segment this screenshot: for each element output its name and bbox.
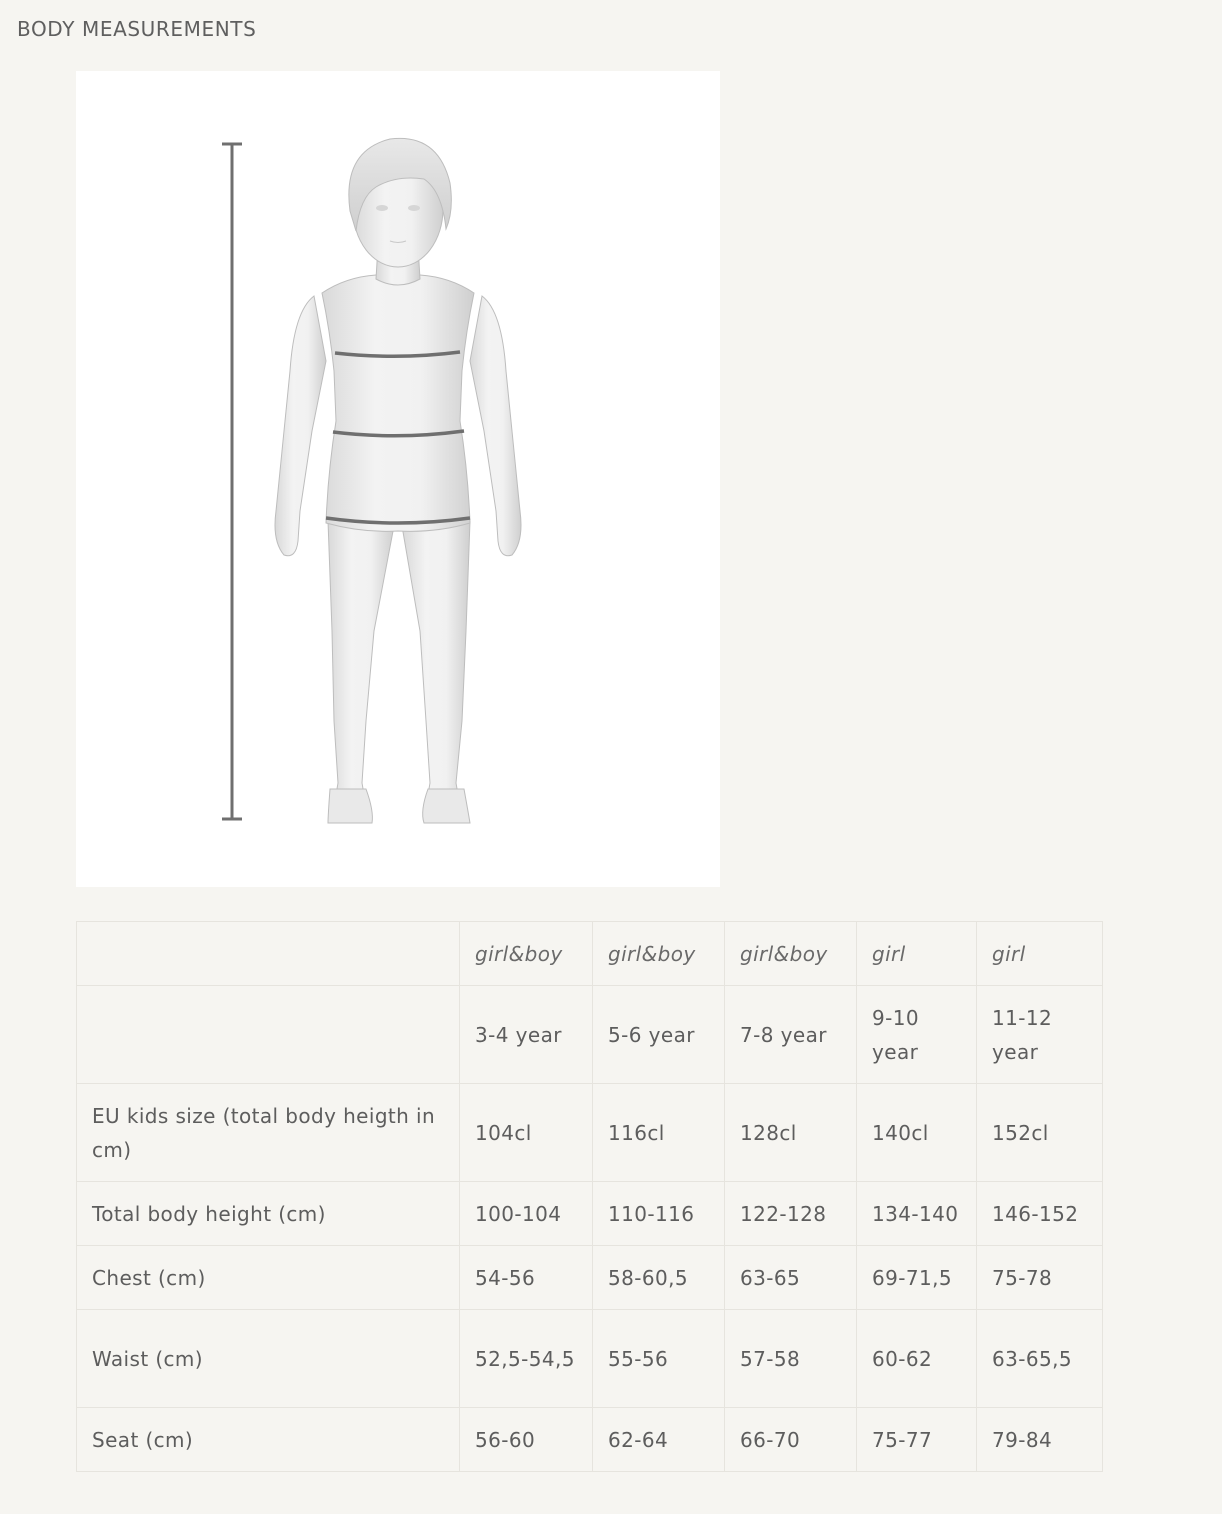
age-row — [77, 986, 1103, 1084]
table-cell — [77, 986, 460, 1084]
table-cell: 9-10 year — [857, 986, 977, 1084]
table-cell: 75-77 — [857, 1408, 977, 1472]
table-cell: 7-8 year — [725, 986, 857, 1084]
table-cell: 134-140 — [857, 1182, 977, 1246]
table-cell: 56-60 — [460, 1408, 593, 1472]
table-cell: girl&boy — [460, 922, 593, 986]
table-row — [77, 1310, 1103, 1408]
row-label: EU kids size (total body heigth in cm) — [77, 1084, 460, 1182]
table-cell: 66-70 — [725, 1408, 857, 1472]
table-cell: 122-128 — [725, 1182, 857, 1246]
table-cell: 116cl — [593, 1084, 725, 1182]
gender-row — [77, 922, 1103, 986]
size-table — [76, 921, 1103, 1472]
table-cell: 11-12 year — [977, 986, 1103, 1084]
table-cell: 60-62 — [857, 1310, 977, 1408]
row-label: Seat (cm) — [77, 1408, 460, 1472]
table-cell: girl&boy — [725, 922, 857, 986]
table-cell: 100-104 — [460, 1182, 593, 1246]
row-label: Waist (cm) — [77, 1310, 460, 1408]
table-cell: 57-58 — [725, 1310, 857, 1408]
table-cell: 58-60,5 — [593, 1246, 725, 1310]
table-cell: girl&boy — [593, 922, 725, 986]
table-cell: 62-64 — [593, 1408, 725, 1472]
row-label: Chest (cm) — [77, 1246, 460, 1310]
height-ruler — [222, 144, 242, 819]
row-label: Total body height (cm) — [77, 1182, 460, 1246]
table-cell: 63-65,5 — [977, 1310, 1103, 1408]
table-cell: 128cl — [725, 1084, 857, 1182]
table-cell: 52,5-54,5 — [460, 1310, 593, 1408]
table-cell: 152cl — [977, 1084, 1103, 1182]
table-cell: 54-56 — [460, 1246, 593, 1310]
table-cell: girl — [857, 922, 977, 986]
table-cell: 5-6 year — [593, 986, 725, 1084]
table-cell: 55-56 — [593, 1310, 725, 1408]
table-cell: 146-152 — [977, 1182, 1103, 1246]
table-row — [77, 1084, 1103, 1182]
table-cell: 3-4 year — [460, 986, 593, 1084]
table-cell: 75-78 — [977, 1246, 1103, 1310]
table-cell: 140cl — [857, 1084, 977, 1182]
table-row — [77, 1182, 1103, 1246]
table-cell: 69-71,5 — [857, 1246, 977, 1310]
child-body-measurement-illustration-icon — [76, 71, 720, 887]
section-title: BODY MEASUREMENTS — [17, 17, 257, 41]
table-cell: girl — [977, 922, 1103, 986]
table-cell — [77, 922, 460, 986]
child-figure — [275, 138, 521, 823]
table-cell: 63-65 — [725, 1246, 857, 1310]
table-cell: 110-116 — [593, 1182, 725, 1246]
table-cell: 104cl — [460, 1084, 593, 1182]
table-row — [77, 1408, 1103, 1472]
table-cell: 79-84 — [977, 1408, 1103, 1472]
table-row — [77, 1246, 1103, 1310]
measurement-figure — [76, 71, 720, 887]
